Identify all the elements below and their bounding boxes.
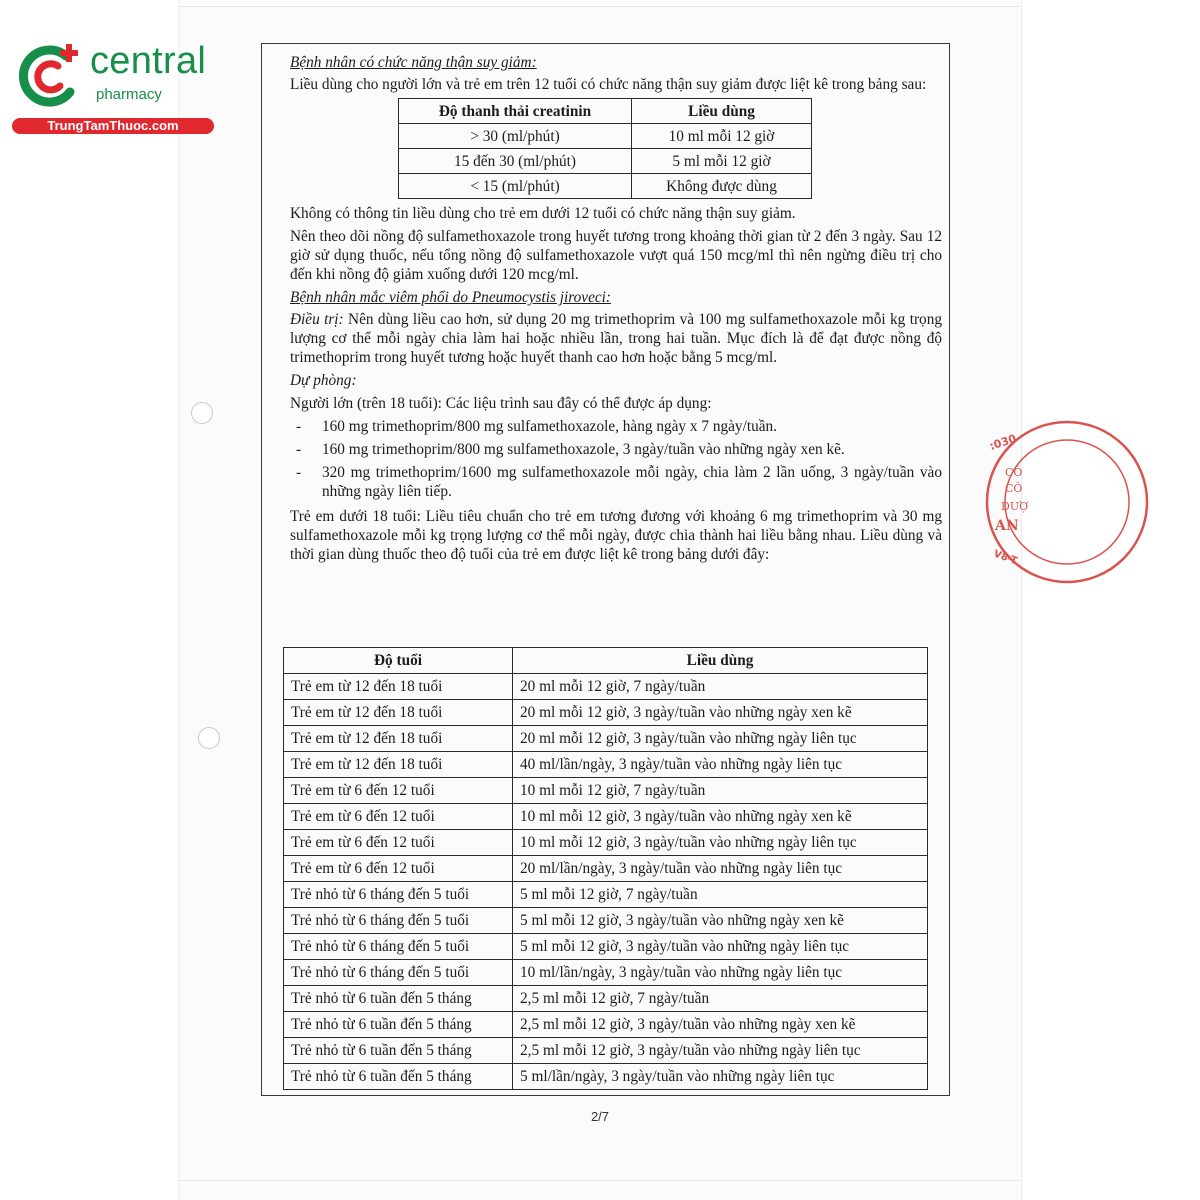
- table-cell: < 15 (ml/phút): [399, 174, 632, 199]
- table-row: [399, 149, 812, 174]
- table-cell: 10 ml mỗi 12 giờ, 7 ngày/tuần: [513, 778, 928, 804]
- table-cell: 2,5 ml mỗi 12 giờ, 3 ngày/tuần vào những ngày xen kẽ: [513, 1012, 928, 1038]
- header-age: Độ tuổi: [284, 648, 513, 674]
- table-cell: 5 ml mỗi 12 giờ: [632, 149, 812, 174]
- renal-monitoring: Nên theo dõi nồng độ sulfamethoxazole trong huyết tương trong khoảng thời gian từ 2 đến 3 ngày. Sau 12 giờ sử dụng thuốc, nếu tổng nồng độ sulfamethoxazole vượt quá 150 mcg/ml thì nên ngừng điều trị cho đến khi nồng độ giảm xuống dưới 120 mcg/ml.: [290, 228, 942, 283]
- table-cell: 10 ml/lần/ngày, 3 ngày/tuần vào những ngày liên tục: [513, 960, 928, 986]
- table-cell: 10 ml mỗi 12 giờ, 3 ngày/tuần vào những ngày xen kẽ: [513, 804, 928, 830]
- treatment-label: Điều trị:: [290, 311, 344, 328]
- table-row: [284, 830, 928, 856]
- children-intro: Trẻ em dưới 18 tuổi: Liều tiêu chuẩn cho trẻ em tương đương với khoảng 6 mg trimethoprim và 30 mg sulfamethoxazole mỗi kg trọng lượng cơ thể mỗi ngày, được chia thành hai liều bằng nhau. Liều dùng và thời gian dùng thuốc theo độ tuổi của trẻ em được liệt kê trong bảng dưới đây:: [290, 508, 942, 563]
- table-cell: Trẻ nhỏ từ 6 tuần đến 5 tháng: [284, 1012, 513, 1038]
- svg-text:CÔ: CÔ: [1005, 466, 1023, 479]
- table-cell: Trẻ nhỏ từ 6 tuần đến 5 tháng: [284, 1064, 513, 1090]
- table-cell: Trẻ em từ 6 đến 12 tuổi: [284, 830, 513, 856]
- logo-name: central: [90, 40, 207, 82]
- age-dose-table: [283, 647, 928, 1090]
- list-item: - 320 mg trimethoprim/1600 mg sulfamethoxazole mỗi ngày, chia làm 2 lần uống, 3 ngày/tuần vào những ngày liên tiếp.: [296, 464, 942, 500]
- table-cell: Không được dùng: [632, 174, 812, 199]
- page-top-edge: [178, 6, 1020, 7]
- table-cell: Trẻ em từ 6 đến 12 tuổi: [284, 804, 513, 830]
- table-row: [284, 882, 928, 908]
- table-header-row: [399, 99, 812, 124]
- table-row: [284, 804, 928, 830]
- pcp-treatment: [290, 310, 942, 367]
- header-dose: Liều dùng: [632, 99, 812, 124]
- renal-intro: Liều dùng cho người lớn và trẻ em trên 12 tuổi có chức năng thận suy giảm được liệt kê trong bảng sau:: [290, 76, 927, 93]
- table-row: [284, 1038, 928, 1064]
- table-cell: 15 đến 30 (ml/phút): [399, 149, 632, 174]
- table-cell: 2,5 ml mỗi 12 giờ, 7 ngày/tuần: [513, 986, 928, 1012]
- table-row: [284, 700, 928, 726]
- header-dose: Liều dùng: [513, 648, 928, 674]
- svg-text:AN: AN: [995, 518, 1019, 534]
- table-cell: 10 ml mỗi 12 giờ: [632, 124, 812, 149]
- adult-regimen-list: [290, 417, 942, 501]
- table-cell: 5 ml mỗi 12 giờ, 3 ngày/tuần vào những ngày xen kẽ: [513, 908, 928, 934]
- table-row: [284, 856, 928, 882]
- renal-heading: Bệnh nhân có chức năng thận suy giảm:: [290, 54, 537, 71]
- table-row: [284, 778, 928, 804]
- table-cell: Trẻ nhỏ từ 6 tuần đến 5 tháng: [284, 1038, 513, 1064]
- table-cell: Trẻ em từ 12 đến 18 tuổi: [284, 700, 513, 726]
- table-row: [284, 752, 928, 778]
- table-row: [399, 124, 812, 149]
- logo-url-badge: TrungTamThuoc.com: [12, 118, 214, 134]
- header-creatinine-clearance: Độ thanh thải creatinin: [399, 99, 632, 124]
- document-content: [290, 53, 942, 568]
- table-row: [399, 174, 812, 199]
- table-row: [284, 908, 928, 934]
- punch-hole-bottom: [198, 727, 220, 749]
- table-cell: Trẻ nhỏ từ 6 tháng đến 5 tuổi: [284, 960, 513, 986]
- table-row: [284, 960, 928, 986]
- table-cell: Trẻ nhỏ từ 6 tháng đến 5 tuổi: [284, 934, 513, 960]
- table-cell: 40 ml/lần/ngày, 3 ngày/tuần vào những ngày liên tục: [513, 752, 928, 778]
- table-cell: Trẻ nhỏ từ 6 tuần đến 5 tháng: [284, 986, 513, 1012]
- treatment-text: Nên dùng liều cao hơn, sử dụng 20 mg trimethoprim và 100 mg sulfamethoxazole mỗi kg trọng lượng cơ thể mỗi ngày chia làm hai hoặc nhiều lần, trong hai tuần. Mục đích là để đạt được nồng độ trimethoprim trong huyết tương hoặc huyết thanh cao hơn hoặc bằng 5 mcg/ml.: [290, 311, 942, 366]
- table-cell: 5 ml mỗi 12 giờ, 7 ngày/tuần: [513, 882, 928, 908]
- adults-intro: Người lớn (trên 18 tuổi): Các liệu trình sau đây có thể được áp dụng:: [290, 395, 712, 412]
- table-cell: Trẻ em từ 6 đến 12 tuổi: [284, 856, 513, 882]
- logo-mark-icon: [14, 42, 84, 112]
- table-cell: 20 ml mỗi 12 giờ, 7 ngày/tuần: [513, 674, 928, 700]
- table-cell: Trẻ em từ 6 đến 12 tuổi: [284, 778, 513, 804]
- pcp-heading: Bệnh nhân mắc viêm phổi do Pneumocystis jiroveci:: [290, 289, 612, 306]
- official-stamp-icon: [985, 428, 1029, 576]
- table-cell: Trẻ em từ 12 đến 18 tuổi: [284, 674, 513, 700]
- table-cell: > 30 (ml/phút): [399, 124, 632, 149]
- table-cell: 20 ml/lần/ngày, 3 ngày/tuần vào những ngày liên tục: [513, 856, 928, 882]
- table-cell: 20 ml mỗi 12 giờ, 3 ngày/tuần vào những ngày liên tục: [513, 726, 928, 752]
- renal-no-info: Không có thông tin liều dùng cho trẻ em dưới 12 tuổi có chức năng thận suy giảm.: [290, 205, 796, 222]
- page-bottom-edge: [178, 1180, 1020, 1181]
- table-row: [284, 1012, 928, 1038]
- svg-text:DƯỢ: DƯỢ: [1001, 500, 1029, 513]
- table-row: [284, 674, 928, 700]
- table-cell: 5 ml/lần/ngày, 3 ngày/tuần vào những ngày liên tục: [513, 1064, 928, 1090]
- list-item: - 160 mg trimethoprim/800 mg sulfamethoxazole, 3 ngày/tuần vào những ngày xen kẽ.: [296, 441, 845, 458]
- table-cell: 10 ml mỗi 12 giờ, 3 ngày/tuần vào những ngày liên tục: [513, 830, 928, 856]
- punch-hole-top: [191, 402, 213, 424]
- prophylaxis-label: Dự phòng:: [290, 372, 357, 389]
- table-cell: 5 ml mỗi 12 giờ, 3 ngày/tuần vào những ngày liên tục: [513, 934, 928, 960]
- table-cell: Trẻ nhỏ từ 6 tháng đến 5 tuổi: [284, 882, 513, 908]
- table-row: [284, 934, 928, 960]
- table-row: [284, 726, 928, 752]
- table-header-row: [284, 648, 928, 674]
- list-item: - 160 mg trimethoprim/800 mg sulfamethoxazole, hàng ngày x 7 ngày/tuần.: [296, 418, 777, 435]
- svg-text:V8-T: V8-T: [991, 548, 1019, 568]
- central-pharmacy-logo: [8, 36, 213, 136]
- svg-text:CÔ: CÔ: [1005, 482, 1023, 495]
- renal-dose-table: [398, 98, 812, 199]
- table-cell: 2,5 ml mỗi 12 giờ, 3 ngày/tuần vào những ngày liên tục: [513, 1038, 928, 1064]
- table-cell: Trẻ em từ 12 đến 18 tuổi: [284, 726, 513, 752]
- table-row: [284, 986, 928, 1012]
- page-number: 2/7: [590, 1109, 610, 1124]
- svg-text::030: :030: [987, 432, 1018, 453]
- table-cell: Trẻ em từ 12 đến 18 tuổi: [284, 752, 513, 778]
- table-cell: Trẻ nhỏ từ 6 tháng đến 5 tuổi: [284, 908, 513, 934]
- table-row: [284, 1064, 928, 1090]
- table-cell: 20 ml mỗi 12 giờ, 3 ngày/tuần vào những ngày xen kẽ: [513, 700, 928, 726]
- logo-subtitle: pharmacy: [96, 86, 162, 103]
